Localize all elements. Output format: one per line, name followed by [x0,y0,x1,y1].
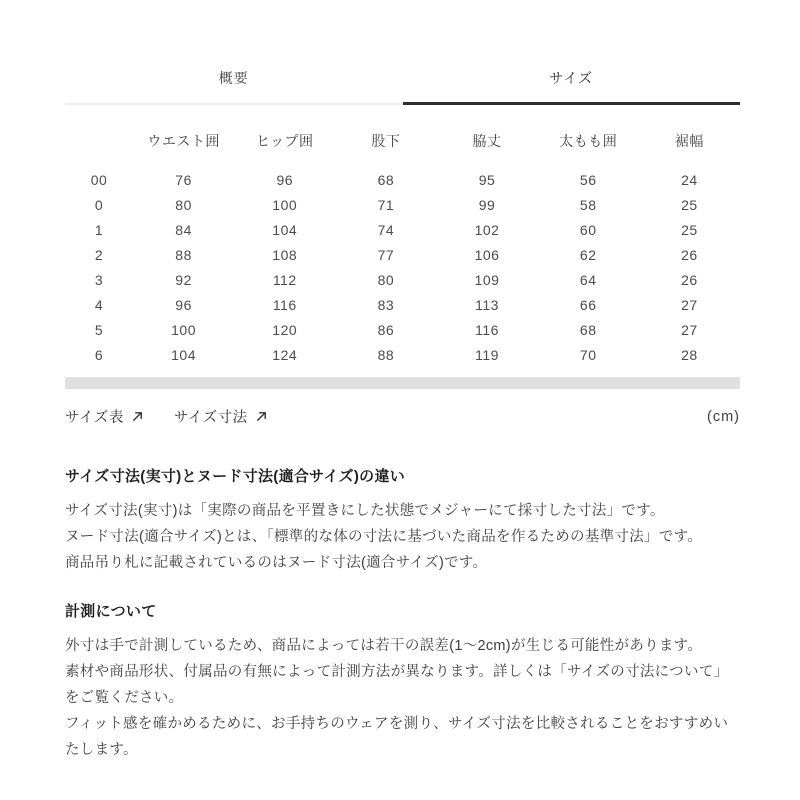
size-value: 76 [175,171,192,188]
size-value: 96 [175,296,192,313]
size-value: 100 [171,321,196,338]
column-header-hip: ヒップ囲 [255,133,314,149]
size-value: 26 [681,246,698,263]
size-value: 27 [681,321,698,338]
size-value: 56 [579,171,597,188]
size-value: 99 [478,196,496,213]
size-value: 88 [377,346,395,363]
column-header-side-length: 脇丈 [472,133,502,149]
size-value: 58 [579,196,597,213]
column-header-thigh: 太もも囲 [559,133,618,149]
size-value: 77 [377,246,395,263]
size-value: 62 [579,246,597,263]
size-label: 2 [94,246,104,263]
size-value: 104 [272,221,298,238]
table-row [65,267,740,292]
size-value: 80 [175,196,192,213]
size-label: 00 [90,171,108,188]
unit-label: (cm) [707,408,740,425]
size-table [65,131,740,367]
column-header-hem-width: 裾幅 [674,133,704,149]
size-value: 116 [272,296,297,313]
size-chart-link-label: サイズ表 [65,410,124,426]
size-value: 68 [579,321,597,338]
section-measurement-paragraph: フィット感を確かめるために、お手持ちのウェアを測り、サイズ寸法を比較されることをおすすめいたします。 [65,716,729,758]
size-value: 88 [175,246,192,263]
size-value: 104 [171,346,196,363]
external-link-icon [255,410,268,423]
size-value: 84 [175,221,192,238]
column-header-size [65,131,133,167]
size-value: 25 [681,196,698,213]
size-value: 27 [681,296,698,313]
links-row [65,406,740,427]
section-size-terms [65,465,740,576]
size-value: 120 [272,321,298,338]
size-value: 112 [272,271,297,288]
external-link-icon [131,410,144,423]
table-row [65,292,740,317]
tab-size[interactable]: サイズ [403,68,741,105]
table-row [65,167,740,192]
size-label: 6 [94,346,104,363]
table-scrollbar[interactable] [65,377,740,389]
table-row [65,217,740,242]
column-header-waist: ウエスト囲 [147,133,220,149]
size-value: 109 [474,271,500,288]
size-value: 71 [377,196,395,213]
size-label: 4 [94,296,104,313]
section-measurement [65,600,740,763]
size-value: 124 [272,346,298,363]
section-measurement-paragraph: 素材や商品形状、付属品の有無によって計測方法が異なります。詳しくは「サイズの寸法について」をご覧ください。 [65,664,729,706]
size-value: 68 [377,171,395,188]
size-value: 113 [475,296,499,313]
size-label: 3 [94,271,104,288]
table-header-row [65,131,740,167]
section-size-terms-paragraph: サイズ寸法(実寸)は「実際の商品を平置きにした状態でメジャーにて採寸した寸法」です。 [65,503,665,519]
size-value: 108 [272,246,298,263]
size-value: 64 [579,271,597,288]
size-measure-link[interactable] [174,406,268,427]
size-value: 95 [478,171,496,188]
size-value: 24 [681,171,698,188]
size-measure-link-label: サイズ寸法 [173,410,248,426]
size-value: 28 [681,346,698,363]
size-value: 119 [475,346,499,363]
size-value: 80 [377,271,395,288]
section-size-terms-paragraph: ヌード寸法(適合サイズ)とは、「標準的な体の寸法に基づいた商品を作るための基準寸法」です。 [65,529,703,545]
table-row [65,242,740,267]
table-row [65,342,740,367]
tab-bar [65,68,740,105]
table-row [65,192,740,217]
size-value: 100 [272,196,298,213]
section-size-terms-paragraph: 商品吊り札に記載されているのはヌード寸法(適合サイズ)です。 [65,555,488,571]
section-measurement-heading: 計測について [65,603,157,620]
size-value: 106 [474,246,500,263]
size-value: 116 [475,321,499,338]
size-label: 0 [94,196,104,213]
size-label: 5 [94,321,104,338]
size-value: 96 [276,171,294,188]
size-value: 86 [377,321,395,338]
column-header-inseam: 股下 [371,133,401,149]
size-value: 60 [579,221,597,238]
size-value: 26 [681,271,698,288]
size-value: 83 [377,296,395,313]
section-size-terms-heading: サイズ寸法(実寸)とヌード寸法(適合サイズ)の違い [65,468,406,485]
size-value: 66 [579,296,597,313]
size-value: 70 [579,346,597,363]
size-value: 74 [377,221,395,238]
table-row [65,317,740,342]
size-label: 1 [94,221,104,238]
size-chart-link[interactable] [65,406,144,427]
tab-overview[interactable]: 概要 [65,68,403,105]
section-measurement-paragraph: 外寸は手で計測しているため、商品によっては若干の誤差(1〜2cm)が生じる可能性があります。 [65,638,703,654]
size-value: 92 [175,271,192,288]
size-value: 102 [474,221,500,238]
size-value: 25 [681,221,698,238]
